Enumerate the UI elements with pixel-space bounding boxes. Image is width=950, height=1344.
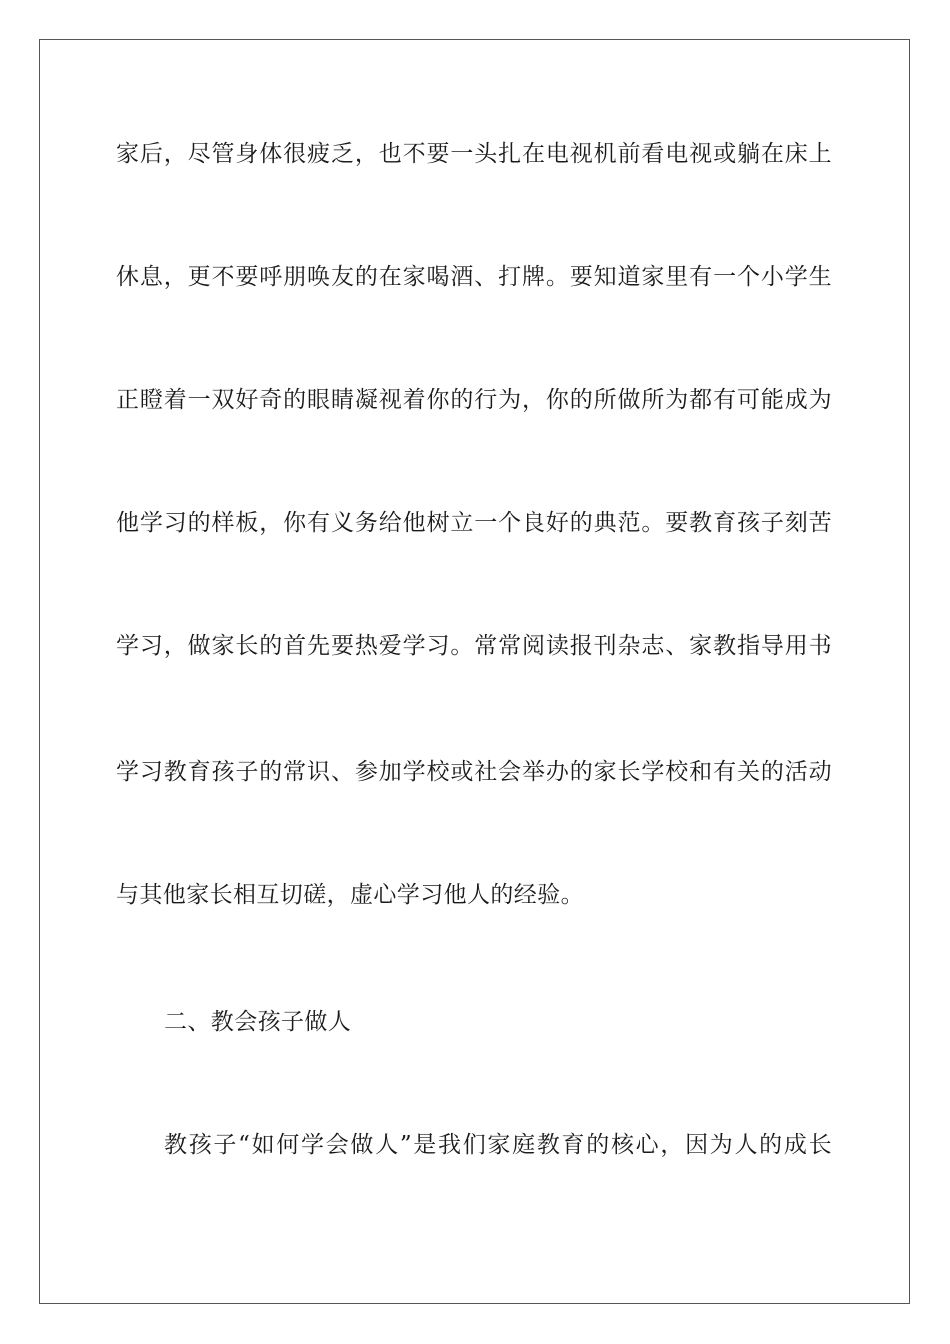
- paragraph-line: 他学习的样板，你有义务给他树立一个良好的典范。要教育孩子刻苦: [116, 510, 832, 536]
- paragraph-line: 学习，做家长的首先要热爱学习。常常阅读报刊杂志、家教指导用书: [116, 633, 832, 659]
- paragraph-line: 学习教育孩子的常识、参加学校或社会举办的家长学校和有关的活动: [116, 759, 832, 785]
- paragraph-line: 与其他家长相互切磋，虚心学习他人的经验。: [116, 882, 584, 908]
- section-heading: 二、教会孩子做人: [164, 1009, 352, 1035]
- paragraph-line: 正瞪着一双好奇的眼睛凝视着你的行为，你的所做所为都有可能成为: [116, 387, 832, 413]
- paragraph-line: 休息，更不要呼朋唤友的在家喝酒、打牌。要知道家里有一个小学生: [116, 264, 832, 290]
- paragraph-line: 家后，尽管身体很疲乏，也不要一头扎在电视机前看电视或躺在床上: [116, 141, 832, 167]
- paragraph-line: 教孩子“如何学会做人”是我们家庭教育的核心，因为人的成长: [164, 1132, 832, 1158]
- page-border: [39, 39, 910, 1304]
